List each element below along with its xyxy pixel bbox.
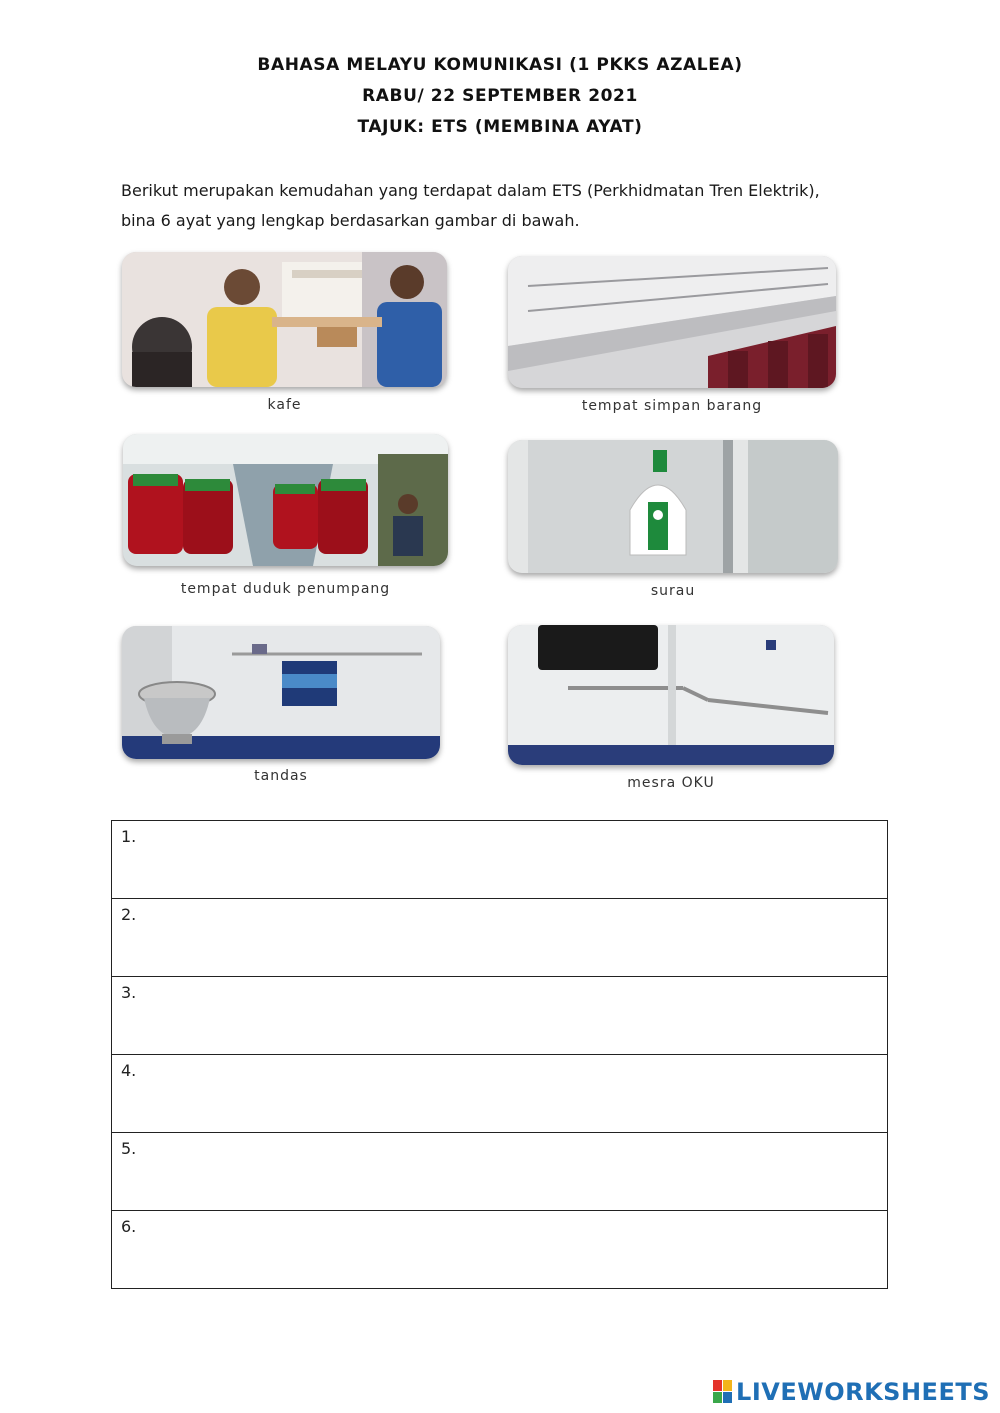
instruction-line-2: bina 6 ayat yang lengkap berdasarkan gambar di bawah. <box>121 211 580 230</box>
liveworksheets-logo-icon <box>713 1380 733 1404</box>
liveworksheets-logo[interactable] <box>713 1378 990 1406</box>
answer-field-2[interactable] <box>142 903 881 972</box>
date-line: RABU/ 22 SEPTEMBER 2021 <box>362 86 638 106</box>
answer-row <box>112 1055 887 1133</box>
instructions <box>121 176 901 236</box>
answer-row <box>112 899 887 977</box>
answer-field-3[interactable] <box>142 981 881 1050</box>
answer-number: 2. <box>121 905 137 924</box>
tandas-caption: tandas <box>254 768 308 784</box>
worksheet-header <box>0 50 1000 143</box>
answer-row <box>112 821 887 899</box>
instruction-line-1: Berikut merupakan kemudahan yang terdapat dalam ETS (Perkhidmatan Tren Elektrik), <box>121 181 820 200</box>
kafe-picture <box>122 252 447 387</box>
tempat-duduk-penumpang-picture <box>123 434 448 566</box>
tandas-picture <box>122 626 440 759</box>
answer-table <box>111 820 888 1289</box>
answer-number: 1. <box>121 827 137 846</box>
tempat-simpan-barang-picture <box>508 256 836 388</box>
answer-number: 4. <box>121 1061 137 1080</box>
answer-field-1[interactable] <box>142 825 881 894</box>
answer-row <box>112 1133 887 1211</box>
answer-number: 3. <box>121 983 137 1002</box>
subject-title: BAHASA MELAYU KOMUNIKASI (1 PKKS AZALEA) <box>257 55 743 75</box>
surau-caption: surau <box>650 583 696 599</box>
answer-field-6[interactable] <box>142 1215 881 1284</box>
kafe-caption: kafe <box>267 397 302 413</box>
answer-number: 6. <box>121 1217 137 1236</box>
answer-row <box>112 977 887 1055</box>
answer-row <box>112 1211 887 1288</box>
liveworksheets-wordmark: LIVEWORKSHEETS <box>736 1378 990 1406</box>
tempat-duduk-penumpang-caption: tempat duduk penumpang <box>180 581 391 597</box>
mesra-oku-caption: mesra OKU <box>627 775 715 791</box>
surau-picture <box>508 440 838 573</box>
answer-field-5[interactable] <box>142 1137 881 1206</box>
mesra-oku-picture <box>508 625 834 765</box>
answer-number: 5. <box>121 1139 137 1158</box>
answer-field-4[interactable] <box>142 1059 881 1128</box>
tempat-simpan-barang-caption: tempat simpan barang <box>581 398 763 414</box>
topic-title: TAJUK: ETS (MEMBINA AYAT) <box>357 117 643 137</box>
